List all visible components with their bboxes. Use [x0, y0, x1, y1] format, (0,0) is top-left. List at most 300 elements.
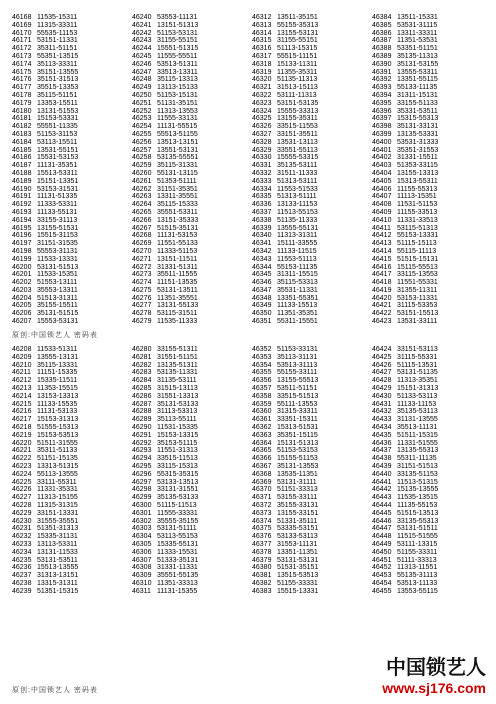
row-id: 46412: [372, 232, 392, 240]
code-value-column: [397, 14, 492, 326]
row-id: 46445: [372, 509, 392, 517]
row-id: 46426: [372, 361, 392, 369]
row-id: 46305: [132, 540, 152, 548]
row-code: 11155-33513: [397, 208, 438, 216]
row-code: 11351-35351: [277, 310, 318, 318]
row-code: 53131-51111: [157, 525, 197, 533]
id-column: [132, 346, 157, 596]
row-id: 46307: [132, 556, 152, 564]
row-code: 31115-55331: [397, 353, 438, 361]
row-code: 13151-51313: [157, 21, 199, 29]
row-code: 55311-11135: [397, 455, 437, 463]
row-code: 15515-13331: [277, 587, 319, 595]
row-id: 46422: [372, 310, 392, 318]
row-code: 11131-15355: [157, 587, 198, 595]
row-id: 46327: [252, 130, 272, 138]
row-code: 35351-31553: [397, 146, 439, 154]
row-id: 46397: [372, 115, 392, 123]
row-code: 53131-51513: [37, 263, 79, 271]
row-code: 33155-51311: [157, 346, 198, 353]
row-code: 51511-15315: [397, 431, 438, 439]
row-code: 35155-33131: [277, 501, 319, 509]
row-code: 33513-13311: [157, 68, 198, 76]
row-code: 11315-33311: [37, 21, 78, 29]
row-id: 46332: [252, 169, 272, 177]
row-id: 46313: [252, 21, 272, 29]
row-id: 46335: [252, 193, 272, 201]
row-id: 46342: [252, 247, 272, 255]
row-code: 15151-13351: [37, 177, 79, 185]
row-id: 46355: [252, 369, 272, 377]
row-id: 46214: [12, 392, 32, 400]
row-id: 46401: [372, 146, 392, 154]
row-code: 55115-11113: [397, 247, 437, 255]
row-id: 46266: [132, 216, 152, 224]
row-code: 31113-53313: [157, 408, 198, 416]
row-code: 11553-51533: [277, 185, 318, 193]
row-code: 51351-31313: [37, 525, 79, 533]
row-id: 46378: [252, 548, 272, 556]
row-id: 46176: [12, 76, 32, 84]
row-code: 33155-31113: [37, 216, 78, 224]
row-id: 46309: [132, 572, 152, 580]
row-code: 13555-53311: [397, 68, 438, 76]
row-id: 46188: [12, 169, 32, 177]
row-code: 11331-35331: [37, 486, 78, 494]
row-code: 11355-35311: [277, 68, 318, 76]
row-code: 11113-15351: [397, 193, 437, 201]
row-id: 46450: [372, 548, 392, 556]
row-code: 35131-53155: [397, 60, 439, 68]
row-id: 46369: [252, 478, 272, 486]
row-id: 46356: [252, 377, 272, 385]
row-id: 46175: [12, 68, 32, 76]
row-id: 46178: [12, 91, 32, 99]
row-id: 46275: [132, 286, 152, 294]
row-id: 46366: [252, 455, 272, 463]
code-column: [372, 14, 492, 326]
watermark-brand: 中国锁艺人: [386, 655, 486, 679]
code-column: [12, 14, 132, 326]
row-id: 46211: [12, 369, 31, 377]
row-code: 33151-13331: [37, 509, 79, 517]
row-id: 46318: [252, 60, 272, 68]
row-id: 46357: [252, 384, 272, 392]
row-code: 13311-35551: [157, 193, 198, 201]
row-id: 46262: [132, 185, 152, 193]
row-code: 15513-53311: [37, 169, 78, 177]
row-code: 13155-51531: [37, 224, 79, 232]
row-code: 51515-15131: [397, 255, 439, 263]
row-code: 15335-11511: [37, 377, 78, 385]
row-code: 55133-11135: [397, 84, 438, 92]
row-code: 51153-31153: [37, 130, 78, 138]
row-id: 46393: [372, 84, 392, 92]
row-id: 46173: [12, 52, 32, 60]
row-id: 46407: [372, 193, 392, 201]
row-id: 46259: [132, 162, 152, 170]
row-code: 11351-53531: [397, 37, 438, 45]
row-code: 11535-13515: [397, 494, 438, 502]
row-code: 33551-55113: [277, 146, 318, 154]
row-code: 13135-55313: [397, 447, 439, 455]
row-id: 46368: [252, 470, 272, 478]
row-id: 46222: [12, 455, 32, 463]
row-code: 11333-51153: [157, 247, 198, 255]
row-id: 46435: [372, 431, 392, 439]
row-code: 13531-33111: [397, 318, 438, 326]
row-code: 31551-13313: [157, 392, 199, 400]
row-code: 13131-55133: [157, 302, 199, 310]
row-code: 15313-51531: [277, 423, 319, 431]
row-code: 13155-35311: [277, 115, 318, 123]
row-code: 53135-11331: [157, 369, 198, 377]
row-id: 46321: [252, 84, 272, 92]
row-id: 46261: [132, 177, 152, 185]
row-id: 46291: [132, 431, 152, 439]
row-id: 46189: [12, 177, 32, 185]
row-code: 13513-13151: [157, 138, 199, 146]
row-code: 35151-13555: [37, 68, 79, 76]
row-id: 46402: [372, 154, 392, 162]
row-code: 11533-15351: [37, 271, 78, 279]
row-id: 46286: [132, 392, 152, 400]
row-id: 46281: [132, 353, 152, 361]
row-id: 46415: [372, 255, 392, 263]
row-id: 46428: [372, 377, 392, 385]
row-id: 46395: [372, 99, 392, 107]
row-id: 46199: [12, 255, 32, 263]
row-id: 46455: [372, 587, 392, 595]
code-value-column: [37, 346, 132, 596]
row-code: 35135-53133: [157, 494, 199, 502]
row-id: 46192: [12, 201, 32, 209]
row-id: 46341: [252, 240, 272, 248]
row-id: 46196: [12, 232, 32, 240]
row-id: 46405: [372, 177, 392, 185]
row-code: 51511-31555: [37, 439, 78, 447]
row-id: 46250: [132, 91, 152, 99]
row-code: 11133-11515: [277, 247, 317, 255]
row-code: 55155-35313: [277, 21, 319, 29]
row-id: 46174: [12, 60, 32, 68]
row-code: 53131-13511: [157, 286, 198, 294]
row-code: 35113-33311: [37, 60, 78, 68]
row-code: 53151-53135: [277, 99, 319, 107]
row-code: 11133-15535: [37, 400, 78, 408]
row-code: 35135-53113: [397, 408, 438, 416]
row-id: 46245: [132, 52, 152, 60]
row-code: 53111-11313: [277, 91, 317, 99]
row-code: 53131-51135: [397, 369, 438, 377]
row-code: 13113-15133: [157, 84, 198, 92]
row-id: 46303: [132, 525, 152, 533]
row-id: 46226: [12, 486, 32, 494]
row-code: 35135-11313: [397, 52, 438, 60]
row-id: 46285: [132, 384, 152, 392]
code-column: [372, 346, 492, 596]
code-column: [12, 346, 132, 596]
row-id: 46253: [132, 115, 152, 123]
row-id: 46434: [372, 423, 392, 431]
row-id: 46362: [252, 423, 272, 431]
row-id: 46203: [12, 286, 32, 294]
row-id: 46314: [252, 29, 272, 37]
row-code: 55135-31113: [397, 572, 438, 580]
row-code: 35131-13553: [277, 462, 319, 470]
row-code: 11533-51311: [37, 346, 78, 353]
row-code: 55351-13515: [37, 52, 79, 60]
row-id: 46436: [372, 439, 392, 447]
row-code: 35311-51133: [37, 447, 78, 455]
row-code: 51515-13513: [397, 509, 439, 517]
row-code: 51135-11333: [277, 216, 318, 224]
row-code: 53151-15513: [397, 310, 439, 318]
row-id: 46288: [132, 408, 152, 416]
row-code: 11315-31315: [37, 501, 78, 509]
row-id: 46427: [372, 369, 392, 377]
row-id: 46210: [12, 361, 32, 369]
row-id: 46396: [372, 107, 392, 115]
row-id: 46345: [252, 271, 272, 279]
row-code: 11555-33331: [157, 509, 198, 517]
row-id: 46442: [372, 486, 392, 494]
row-id: 46416: [372, 263, 392, 271]
row-id: 46444: [372, 501, 392, 509]
row-id: 46215: [12, 400, 32, 408]
row-id: 46317: [252, 52, 272, 60]
row-id: 46273: [132, 271, 152, 279]
row-id: 46374: [252, 517, 272, 525]
row-code: 11351-35551: [157, 294, 198, 302]
row-id: 46298: [132, 486, 152, 494]
row-code: 11155-55313: [397, 185, 438, 193]
row-code: 31115-53353: [397, 302, 438, 310]
row-id: 46235: [12, 556, 32, 564]
row-id: 46197: [12, 240, 32, 248]
row-id: 46168: [12, 14, 32, 21]
row-id: 46232: [12, 533, 32, 541]
row-code: 35151-31513: [37, 76, 79, 84]
row-id: 46447: [372, 525, 392, 533]
row-id: 46337: [252, 208, 272, 216]
row-id: 46184: [12, 138, 32, 146]
row-code: 11353-15515: [37, 384, 78, 392]
code-value-column: [277, 14, 372, 326]
row-code: 31315-33311: [277, 408, 318, 416]
row-id: 46411: [372, 224, 391, 232]
row-code: 51153-53153: [277, 447, 318, 455]
row-id: 46326: [252, 123, 272, 131]
row-id: 46204: [12, 294, 32, 302]
row-id: 46264: [132, 201, 152, 209]
row-id: 46208: [12, 346, 32, 353]
row-code: 53135-55551: [157, 154, 199, 162]
row-id: 46440: [372, 470, 392, 478]
table-footer-top: 原创:中国锁艺人 密码表: [12, 332, 98, 339]
row-code: 35131-51515: [37, 310, 79, 318]
row-code: 53513-31113: [277, 361, 318, 369]
row-code: 33155-51133: [397, 99, 438, 107]
row-id: 46400: [372, 138, 392, 146]
row-code: 51135-11313: [277, 76, 318, 84]
row-code: 51115-15113: [397, 240, 437, 248]
row-code: 11313-31311: [277, 232, 318, 240]
row-id: 46443: [372, 494, 392, 502]
row-code: 11555-33131: [157, 115, 198, 123]
row-code: 33151-53113: [397, 346, 438, 353]
row-id: 46170: [12, 29, 32, 37]
row-code: 11133-11153: [397, 400, 437, 408]
row-code: 13133-11153: [277, 201, 318, 209]
row-id: 46437: [372, 447, 392, 455]
row-id: 46388: [372, 45, 392, 53]
id-column: [132, 14, 157, 326]
row-id: 46350: [252, 310, 272, 318]
row-code: 55111-13553: [277, 400, 318, 408]
row-id: 46272: [132, 263, 152, 271]
row-id: 46171: [12, 37, 32, 45]
row-code: 15115-55513: [397, 263, 438, 271]
row-code: 13131-11533: [37, 548, 78, 556]
row-id: 46336: [252, 201, 272, 209]
row-code: 13155-13313: [397, 169, 439, 177]
row-id: 46230: [12, 517, 32, 525]
row-id: 46451: [372, 556, 392, 564]
row-id: 46391: [372, 68, 392, 76]
row-code: 15135-13555: [397, 486, 439, 494]
row-id: 46207: [12, 318, 32, 326]
row-code: 11313-15155: [37, 494, 78, 502]
row-id: 46279: [132, 318, 152, 326]
row-code: 11131-55515: [157, 123, 198, 131]
row-code: 11131-53153: [157, 232, 198, 240]
row-code: 11555-55511: [157, 52, 198, 60]
row-id: 46334: [252, 185, 272, 193]
row-code: 13551-53131: [157, 146, 199, 154]
row-code: 35555-35155: [157, 517, 199, 525]
row-id: 46325: [252, 115, 272, 123]
row-id: 46441: [372, 478, 392, 486]
row-id: 46380: [252, 564, 272, 572]
row-code: 51515-35131: [157, 224, 199, 232]
row-code: 35515-13353: [37, 84, 79, 92]
row-code: 13531-55151: [37, 146, 79, 154]
row-code: 55513-51155: [157, 130, 198, 138]
row-code: 53553-11131: [157, 14, 198, 21]
row-code: 11313-13553: [157, 107, 198, 115]
row-id: 46227: [12, 494, 32, 502]
row-code: 33151-35511: [277, 130, 318, 138]
row-code: 35153-51115: [157, 439, 198, 447]
row-id: 46190: [12, 185, 32, 193]
row-code: 33515-51513: [277, 392, 319, 400]
row-id: 46454: [372, 579, 392, 587]
code-column: [252, 14, 372, 326]
row-code: 33135-55313: [397, 517, 439, 525]
row-id: 46363: [252, 431, 272, 439]
row-id: 46343: [252, 255, 272, 263]
code-value-column: [157, 14, 252, 326]
row-code: 11531-51153: [397, 201, 438, 209]
row-code: 11513-55153: [277, 208, 318, 216]
row-code: 53131-31111: [277, 478, 317, 486]
row-id: 46376: [252, 533, 272, 541]
row-id: 46297: [132, 478, 152, 486]
row-id: 46249: [132, 84, 152, 92]
row-code: 51313-53111: [277, 177, 318, 185]
code-value-column: [277, 346, 372, 596]
row-code: 35115-51151: [37, 91, 78, 99]
row-id: 46354: [252, 361, 272, 369]
row-code: 15551-51315: [157, 45, 199, 53]
row-code: 51133-53113: [397, 392, 438, 400]
row-code: 33515-11513: [157, 455, 198, 463]
row-id: 46283: [132, 369, 152, 377]
row-code: 51111-33313: [397, 556, 437, 564]
row-code: 53151-11331: [37, 37, 78, 45]
row-code: 31155-55151: [157, 37, 198, 45]
row-code: 51155-33331: [277, 579, 318, 587]
row-id: 46420: [372, 294, 392, 302]
row-code: 35135-53111: [277, 162, 318, 170]
row-code: 31151-35351: [157, 185, 198, 193]
row-id: 46212: [12, 377, 32, 385]
row-code: 53131-53131: [277, 556, 319, 564]
row-id: 46228: [12, 501, 32, 509]
row-code: 35131-33131: [397, 123, 439, 131]
id-column: [372, 346, 397, 596]
row-id: 46169: [12, 21, 32, 29]
id-column: [12, 14, 37, 326]
row-code: 15153-13315: [157, 431, 199, 439]
row-id: 46409: [372, 208, 392, 216]
row-code: 53115-51313: [397, 224, 438, 232]
row-id: 46239: [12, 587, 32, 595]
row-id: 46373: [252, 509, 272, 517]
row-code: 11151-13535: [157, 279, 198, 287]
row-id: 46218: [12, 423, 32, 431]
row-code: 11151-15335: [37, 369, 78, 377]
row-code: 15515-31153: [37, 232, 78, 240]
row-id: 46258: [132, 154, 152, 162]
row-id: 46244: [132, 45, 152, 53]
row-id: 46329: [252, 146, 272, 154]
row-id: 46423: [372, 318, 392, 326]
row-id: 46448: [372, 533, 392, 541]
row-code: 15133-11311: [277, 60, 318, 68]
row-id: 46446: [372, 517, 392, 525]
row-code: 13151-11511: [157, 255, 198, 263]
row-id: 46236: [12, 564, 32, 572]
row-id: 46404: [372, 169, 392, 177]
row-code: 15131-51313: [277, 439, 319, 447]
row-id: 46181: [12, 115, 32, 123]
row-id: 46390: [372, 60, 392, 68]
row-code: 11553-51113: [277, 255, 317, 263]
row-code: 15315-55313: [397, 115, 439, 123]
row-id: 46295: [132, 462, 152, 470]
row-code: 35115-13331: [37, 361, 78, 369]
row-id: 46413: [372, 240, 392, 248]
row-code: 13131-51553: [37, 107, 79, 115]
row-code: 53115-31511: [157, 310, 198, 318]
row-id: 46301: [132, 509, 152, 517]
row-code: 35115-13313: [157, 76, 198, 84]
row-code: 13155-55513: [277, 377, 319, 385]
row-id: 46344: [252, 263, 272, 271]
row-id: 46233: [12, 540, 32, 548]
